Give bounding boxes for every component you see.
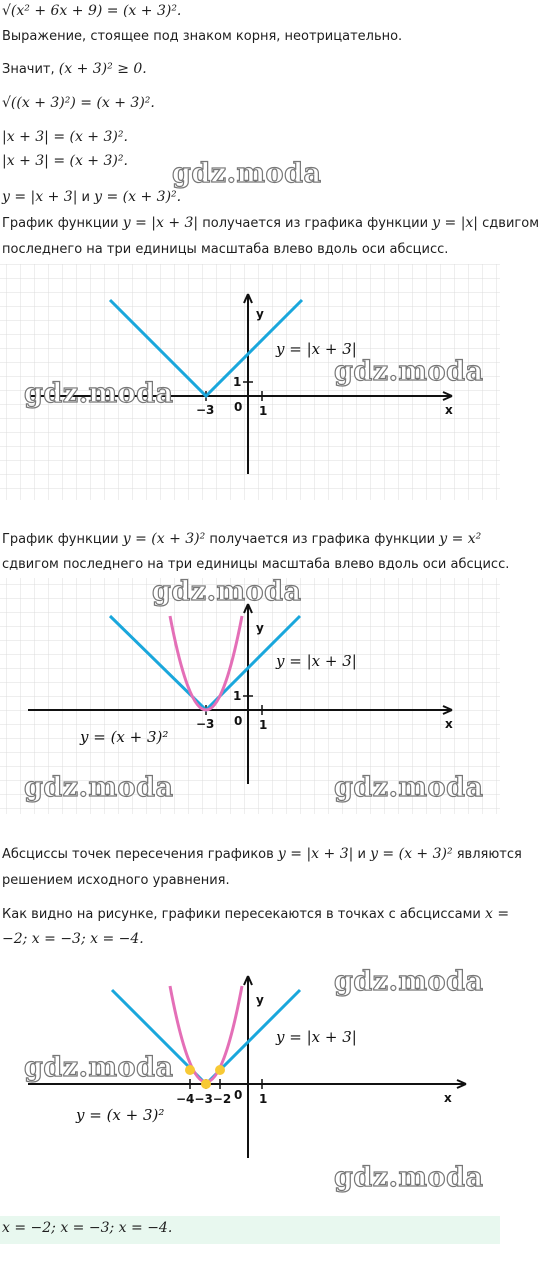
para4-line1 <box>2 905 509 924</box>
p2-formula-b: y = (x + 3)² <box>122 531 206 547</box>
p3-formula-b: y = |x + 3| <box>277 846 354 862</box>
para3-line1 <box>2 845 522 864</box>
p1-text-c: получается из графика функции <box>198 216 433 231</box>
text-therefore-word: Значит, <box>2 62 59 77</box>
x-label: x <box>445 717 453 731</box>
x-label: x <box>445 403 453 417</box>
intersection-point-m4 <box>185 1065 195 1075</box>
func-abs: y = |x + 3| <box>2 189 78 205</box>
watermark: gdz.moda <box>172 158 322 189</box>
watermark: gdz.moda <box>334 772 484 803</box>
parabola-graph-label: y = (x + 3)² <box>80 728 169 746</box>
p2-text-c: получается из графика функции <box>205 532 440 547</box>
p1-text-e: сдвигом <box>478 216 539 231</box>
x-m3-label: −3 <box>196 717 215 731</box>
y-label: y <box>256 307 264 321</box>
equation-root: √((x + 3)²) = (x + 3)². <box>2 95 155 111</box>
p2-text-a: График функции <box>2 532 123 547</box>
y-one-label: 1 <box>233 375 242 389</box>
p4-formula-b: x = <box>485 906 510 922</box>
formula-nonneg: (x + 3)² ≥ 0. <box>58 61 147 77</box>
equation-abs-1: |x + 3| = (x + 3)². <box>2 129 128 145</box>
y-label: y <box>256 621 264 635</box>
equation-abs-2: |x + 3| = (x + 3)². <box>2 153 128 169</box>
x-one-label: 1 <box>259 404 268 418</box>
parabola-graph-label: y = (x + 3)² <box>76 1106 165 1124</box>
y-label: y <box>256 993 264 1007</box>
para2-line1 <box>2 530 481 549</box>
para3-line2: решением исходного уравнения. <box>2 873 230 888</box>
x-intersection-labels: −4−3−2 <box>176 1092 232 1106</box>
x-one-label: 1 <box>259 1092 268 1106</box>
p1-text-a: График функции <box>2 216 123 231</box>
para2-line2: сдвигом последнего на три единицы масштаба влево вдоль оси абсцисс. <box>2 557 510 572</box>
watermark: gdz.moda <box>334 966 484 997</box>
p3-text-a: Абсциссы точек пересечения графиков <box>2 847 278 862</box>
x-label: x <box>444 1091 452 1105</box>
conj-and: и <box>77 190 95 205</box>
p1-formula-b: y = |x + 3| <box>122 215 199 231</box>
intersection-point-m3 <box>201 1079 211 1089</box>
functions-line <box>2 188 181 207</box>
p3-text-e: являются <box>452 847 522 862</box>
text-therefore <box>2 60 147 79</box>
answer-text: x = −2; x = −3; x = −4. <box>2 1220 173 1236</box>
watermark: gdz.moda <box>152 576 302 607</box>
abs-graph-label: y = |x + 3| <box>276 340 357 358</box>
p3-formula-d: y = (x + 3)² <box>370 846 453 862</box>
answer-box <box>0 1216 500 1244</box>
origin-label: 0 <box>234 1088 243 1102</box>
watermark: gdz.moda <box>24 378 174 409</box>
x-m3-label: −3 <box>196 403 215 417</box>
p4-text-a: Как видно на рисунке, графики пересекаются в точках с абсциссами <box>2 907 485 922</box>
intersection-point-m2 <box>215 1065 225 1075</box>
y-one-label: 1 <box>233 689 242 703</box>
watermark: gdz.moda <box>24 772 174 803</box>
para1-line2: последнего на три единицы масштаба влево вдоль оси абсцисс. <box>2 242 449 257</box>
p1-formula-d: y = |x| <box>432 215 479 231</box>
para4-line2: −2; x = −3; x = −4. <box>2 931 144 947</box>
equation-original: √(x² + 6x + 9) = (x + 3)². <box>2 3 182 19</box>
abs-graph-label: y = |x + 3| <box>276 1028 357 1046</box>
func-sq: y = (x + 3)². <box>94 189 182 205</box>
watermark: gdz.moda <box>334 356 484 387</box>
p3-text-c: и <box>353 847 371 862</box>
watermark: gdz.moda <box>24 1052 174 1083</box>
abs-graph-label: y = |x + 3| <box>276 652 357 670</box>
para1-line1 <box>2 214 539 233</box>
origin-label: 0 <box>234 714 243 728</box>
p2-formula-d: y = x² <box>439 531 482 547</box>
text-nonnegative: Выражение, стоящее под знаком корня, неотрицательно. <box>2 29 403 44</box>
origin-label: 0 <box>234 400 243 414</box>
watermark: gdz.moda <box>334 1162 484 1193</box>
x-one-label: 1 <box>259 718 268 732</box>
